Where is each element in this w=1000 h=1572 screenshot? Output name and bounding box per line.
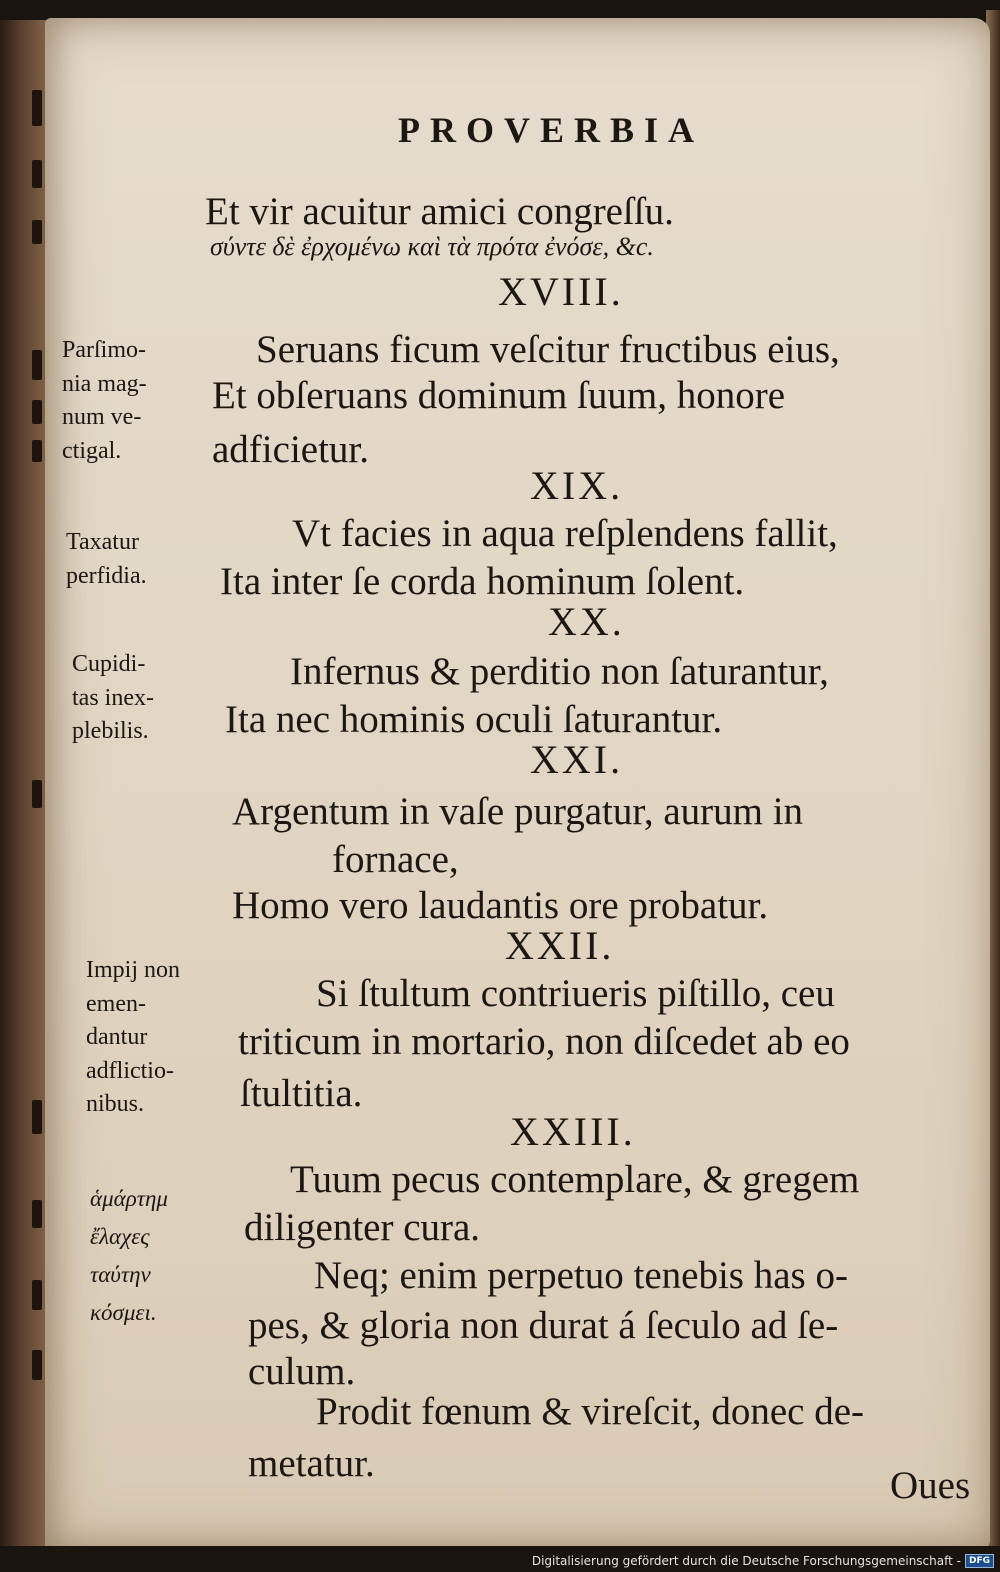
greek-line: σύντε δὲ ἐρχομένω καὶ τὰ πρότα ἐνόσε, &c. [210, 232, 654, 261]
marginal-line: emen- [86, 990, 146, 1017]
marginal-line: num ve- [62, 404, 142, 431]
text-line: Si ſtultum contriueris piſtillo, ceu [316, 972, 835, 1015]
marginal-note-greek [90, 1180, 168, 1332]
marginal-line: ταύτην [90, 1261, 151, 1287]
section-number: XXIII. [510, 1109, 636, 1154]
text-line: ſtultitia. [240, 1072, 363, 1115]
digitization-credit [532, 1554, 994, 1568]
text-line: Neq; enim perpetuo tenebis has o- [314, 1254, 848, 1297]
text-line: Homo vero laudantis ore probatur. [232, 884, 769, 927]
marginal-line: plebilis. [72, 718, 149, 745]
credit-text: Digitalisierung gefördert durch die Deutsche Forschungsgemeinschaft - [531, 1554, 961, 1568]
catchword: Oues [890, 1464, 971, 1507]
marginal-line: Parſimo- [62, 337, 146, 363]
text-line: triticum in mortario, non diſcedet ab eo [238, 1020, 850, 1063]
text-line: Prodit fœnum & vireſcit, donec de- [316, 1390, 865, 1433]
marginal-note [62, 334, 147, 468]
marginal-note [86, 954, 180, 1122]
marginal-line: ἔλαχες [90, 1223, 150, 1249]
text-line: diligenter cura. [244, 1206, 481, 1249]
text-line: fornace, [332, 838, 459, 881]
section-number: XVIII. [498, 269, 624, 314]
text-line: Tuum pecus contemplare, & gregem [290, 1158, 860, 1201]
section-number: XIX. [530, 463, 624, 508]
marginal-line: ἁμάρτημ [90, 1186, 168, 1211]
text-line: Seruans ficum veſcitur fructibus eius, [256, 328, 840, 371]
marginal-line: Taxatur [66, 529, 139, 555]
text-line: Ita inter ſe corda hominum ſolent. [220, 560, 745, 603]
section-number: XXI. [530, 737, 624, 782]
section-number: XX. [548, 599, 625, 644]
text-line: Infernus & perditio non ſaturantur, [290, 650, 829, 693]
running-head: PROVERBIA [398, 110, 705, 150]
marginal-note [66, 526, 147, 593]
text-line: Argentum in vaſe purgatur, aurum in [232, 790, 804, 833]
marginal-line: Cupidi- [72, 651, 146, 677]
text-line: culum. [248, 1350, 356, 1393]
marginal-line: dantur [86, 1024, 148, 1051]
marginal-line: nia mag- [62, 370, 147, 397]
text-line: Et obſeruans dominum ſuum, honore [212, 374, 786, 417]
text-line: pes, & gloria non durat á ſeculo ad ſe- [248, 1304, 839, 1347]
marginal-line: tas inex- [72, 684, 154, 711]
text-line: Vt facies in aqua reſplendens fallit, [292, 512, 838, 555]
marginal-line: ctigal. [62, 437, 122, 464]
text-line: Ita nec hominis oculi ſaturantur. [225, 698, 723, 741]
marginal-line: κόσμει. [90, 1299, 157, 1325]
marginal-line: adflictio- [86, 1057, 174, 1084]
text-line: adficietur. [212, 428, 370, 471]
marginal-line: Impij non [86, 957, 180, 983]
marginal-line: nibus. [86, 1091, 145, 1118]
section-number: XXII. [505, 923, 615, 968]
marginal-line: perfidia. [66, 562, 147, 589]
text-line: metatur. [248, 1442, 375, 1485]
dfg-logo-icon: DFG [965, 1554, 994, 1568]
marginal-note [72, 648, 154, 749]
text-line: Et vir acuitur amici congreſſu. [205, 190, 674, 233]
